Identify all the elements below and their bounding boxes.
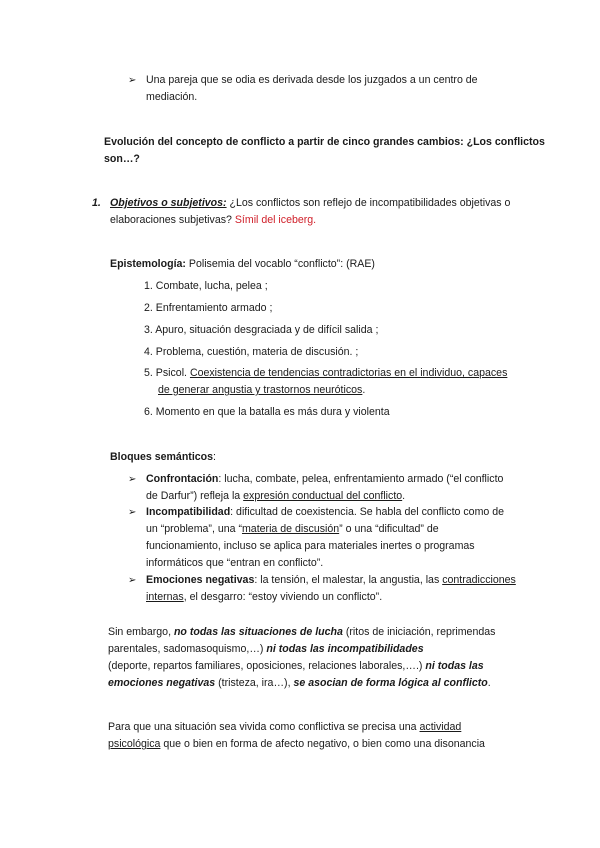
list-text: Enfrentamiento armado ; [155,302,273,314]
bullet-arrow-icon: ➢ [128,474,137,485]
list-number: 4. [144,346,153,358]
list-text: Combate, lucha, pelea ; [155,280,268,292]
confrontacion-text: de Darfur”) refleja la [146,490,244,502]
paragraph-underlined: psicológica [108,738,161,750]
top-bullet-line2: mediación. [146,91,198,103]
incompatibilidad-underlined: materia de discusión [241,523,340,535]
list-item [144,324,378,337]
confrontacion-text: . [402,490,406,502]
paragraph-text: parentales, sadomasoquismo,…) [108,643,267,655]
incompatibilidad-text: un “problema”, una “ [146,523,242,535]
sin-embargo-line2 [108,643,424,656]
incompatibilidad-line4: informáticos que “entran en conflicto”. [146,557,324,569]
paragraph-text: (ritos de iniciación, reprimendas [342,626,496,638]
emociones-underlined: contradicciones [442,574,516,586]
list-text: Psicol. [155,367,190,379]
epistemologia-label: Epistemología: [110,258,186,270]
confrontacion-label: Confrontación [146,473,219,485]
sin-embargo-line4 [108,677,491,690]
emociones-text: : la tensión, el malestar, la angustia, las [254,574,443,586]
list-text: Momento en que la batalla es más dura y violenta [155,406,390,418]
confrontacion-text: : lucha, combate, pelea, enfrentamiento armado (“el conflicto [218,473,504,485]
bloques-heading [110,451,216,464]
section1-line1 [110,197,510,210]
emociones-text: , el desgarro: “estoy viviendo un conflicto”. [183,591,383,603]
sin-embargo-line1 [108,626,495,639]
paragraph-emphasis: se asocian de forma lógica al conflicto [293,677,488,689]
incompatibilidad-line3: funcionamiento, incluso se aplica para materiales inertes o programas [146,540,475,552]
section-heading-line2: son…? [104,153,140,165]
section-number: 1. [92,197,101,209]
section1-title: Objetivos o subjetivos: [110,197,227,209]
list-number: 6. [144,406,153,418]
incompatibilidad-text: : dificultad de coexistencia. Se habla del conflicto como de [230,506,505,518]
sin-embargo-line3 [108,660,484,673]
list-item [144,406,390,419]
emociones-underlined: internas [146,591,184,603]
confrontacion-underlined: expresión conductual del conflicto [243,490,403,502]
bloques-label: Bloques semánticos [110,451,214,463]
section1-text1: ¿Los conflictos son reflejo de incompatibilidades objetivas o [226,197,511,209]
incompatibilidad-label: Incompatibilidad [146,506,231,518]
list-item [144,367,507,380]
paragraph-text: (tristeza, ira…), [215,677,294,689]
emociones-line2 [146,591,382,604]
incompatibilidad-line2 [146,523,439,536]
confrontacion-line1 [146,473,503,486]
list-text: . [362,384,366,396]
para-que-line2 [108,738,485,751]
emociones-label: Emociones negativas [146,574,255,586]
iceberg-note: Símil del iceberg. [234,214,317,226]
incompatibilidad-text: ” o una “dificultad” de [339,523,439,535]
paragraph-text: Sin embargo, [108,626,174,638]
list-number: 1. [144,280,153,292]
paragraph-text: Para que una situación sea vivida como conflictiva se precisa una [108,721,420,733]
list-text-underlined: de generar angustia y trastornos neuróticos [158,384,363,396]
epistemologia-line [110,258,375,271]
confrontacion-line2 [146,490,405,503]
section1-line2 [110,214,316,227]
section1-text2: elaboraciones subjetivas? [110,214,235,226]
list-text: Problema, cuestión, materia de discusión. ; [155,346,359,358]
paragraph-emphasis: ni todas las [425,660,484,672]
paragraph-text: que o bien en forma de afecto negativo, o bien como una disonancia [160,738,485,750]
list-text-underlined: Coexistencia de tendencias contradictorias en el individuo, capaces [189,367,508,379]
paragraph-emphasis: ni todas las incompatibilidades [266,643,424,655]
list-text: Apuro, situación desgraciada y de difícil salida ; [155,324,379,336]
paragraph-underlined: actividad [419,721,462,733]
epistemologia-text: Polisemia del vocablo “conflicto”: (RAE) [185,258,375,270]
bullet-arrow-icon: ➢ [128,575,137,586]
list-number: 2. [144,302,153,314]
list-item [144,302,272,315]
list-number: 5. [144,367,153,379]
paragraph-emphasis: no todas las situaciones de lucha [173,626,343,638]
list-item [144,280,268,293]
incompatibilidad-line1 [146,506,504,519]
bullet-arrow-icon: ➢ [128,75,137,86]
bullet-arrow-icon: ➢ [128,507,137,518]
list-item [144,346,358,359]
paragraph-text: (deporte, repartos familiares, oposiciones, relaciones laborales,….) [108,660,426,672]
emociones-line1 [146,574,516,587]
para-que-line1 [108,721,461,734]
top-bullet-line1: Una pareja que se odia es derivada desde los juzgados a un centro de [146,74,478,86]
list-number: 3. [144,324,153,336]
paragraph-text: . [487,677,491,689]
list-item-continuation [158,384,365,397]
bloques-colon: : [213,451,216,463]
section-heading-line1: Evolución del concepto de conflicto a partir de cinco grandes cambios: ¿Los conflictos [104,136,545,148]
paragraph-emphasis: emociones negativas [108,677,216,689]
